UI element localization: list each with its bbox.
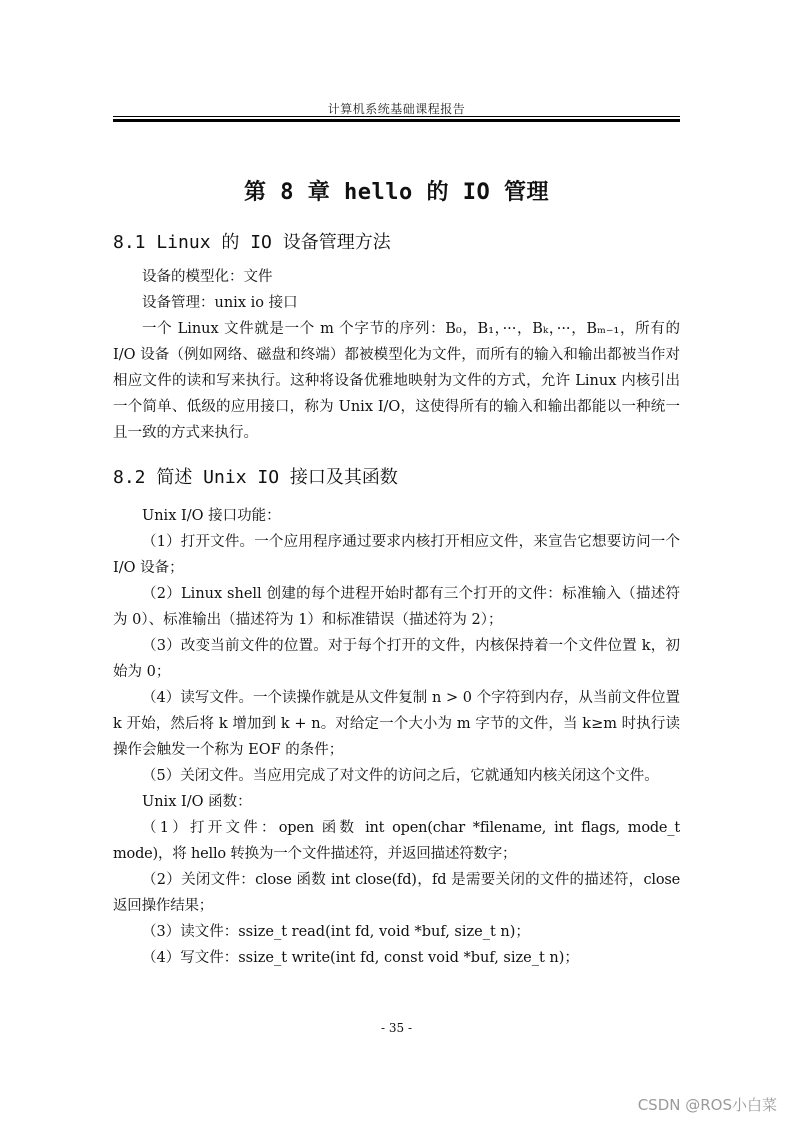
paragraph: （4）读写文件。一个读操作就是从文件复制 n > 0 个字符到内存，从当前文件位置 k 开始，然后将 k 增加到 k + n。对给定一个大小为 m 字节的文件，当 k≥m 时执行读操作会触发一个称为 EOF 的条件； [113,690,680,758]
paragraph: Unix I/O 函数： [142,794,252,810]
paragraph: （2）Linux shell 创建的每个进程开始时都有三个打开的文件：标准输入（描述符为 0）、标准输出（描述符为 1）和标准错误（描述符为 2）； [113,586,680,628]
page-number: - 35 - [380,1021,412,1035]
paragraph: 设备的模型化：文件 [142,269,273,285]
header-rule-thick [113,119,680,122]
paragraph: （3）改变当前文件的位置。对于每个打开的文件，内核保持着一个文件位置 k，初始为 0； [113,638,680,680]
paragraph: （5）关闭文件。当应用完成了对文件的访问之后，它就通知内核关闭这个文件。 [142,768,659,784]
paragraph: （2）关闭文件：close 函数 int close(fd)，fd 是需要关闭的文件的描述符，close 返回操作结果； [113,872,680,914]
chapter-title: 第 8 章 hello 的 IO 管理 [244,180,549,205]
paragraph: （4）写文件：ssize_t write(int fd, const void *buf, size_t n)； [142,950,579,966]
section-title-8-1: 8.1 Linux 的 IO 设备管理方法 [113,232,391,253]
section-body-8-1 [113,264,680,446]
header-rule-thin [113,116,680,117]
section-body-8-2 [113,503,680,971]
running-header: 计算机系统基础课程报告 [327,102,466,116]
paragraph: Unix I/O 接口功能： [142,508,281,524]
paragraph: （3）读文件：ssize_t read(int fd, void *buf, size_t n)； [142,924,530,940]
section-title-8-2: 8.2 简述 Unix IO 接口及其函数 [113,467,398,488]
watermark: CSDN @ROS小白菜 [637,1096,777,1114]
paragraph: （1）打开文件。一个应用程序通过要求内核打开相应文件，来宣告它想要访问一个 I/O 设备； [113,534,680,576]
paragraph: 一个 Linux 文件就是一个 m 个字节的序列：B₀，B₁，···，Bₖ，···，Bₘ₋₁，所有的 I/O 设备（例如网络、磁盘和终端）都被模型化为文件，而所有的输入和输出都被当作对相应文件的读和写来执行。这种将设备优雅地映射为文件的方式，允许 Linux 内核引出一个简单、低级的应用接口，称为 Unix I/O，这使得所有的输入和输出都能以一种统一且一致的方式来执行。 [113,321,680,441]
paragraph: 设备管理：unix io 接口 [142,295,298,311]
paragraph: （1）打开文件：open 函数 int open(char *filename, int flags, mode_t mode)，将 hello 转换为一个文件描述符，并返回描述符数字； [113,820,680,862]
